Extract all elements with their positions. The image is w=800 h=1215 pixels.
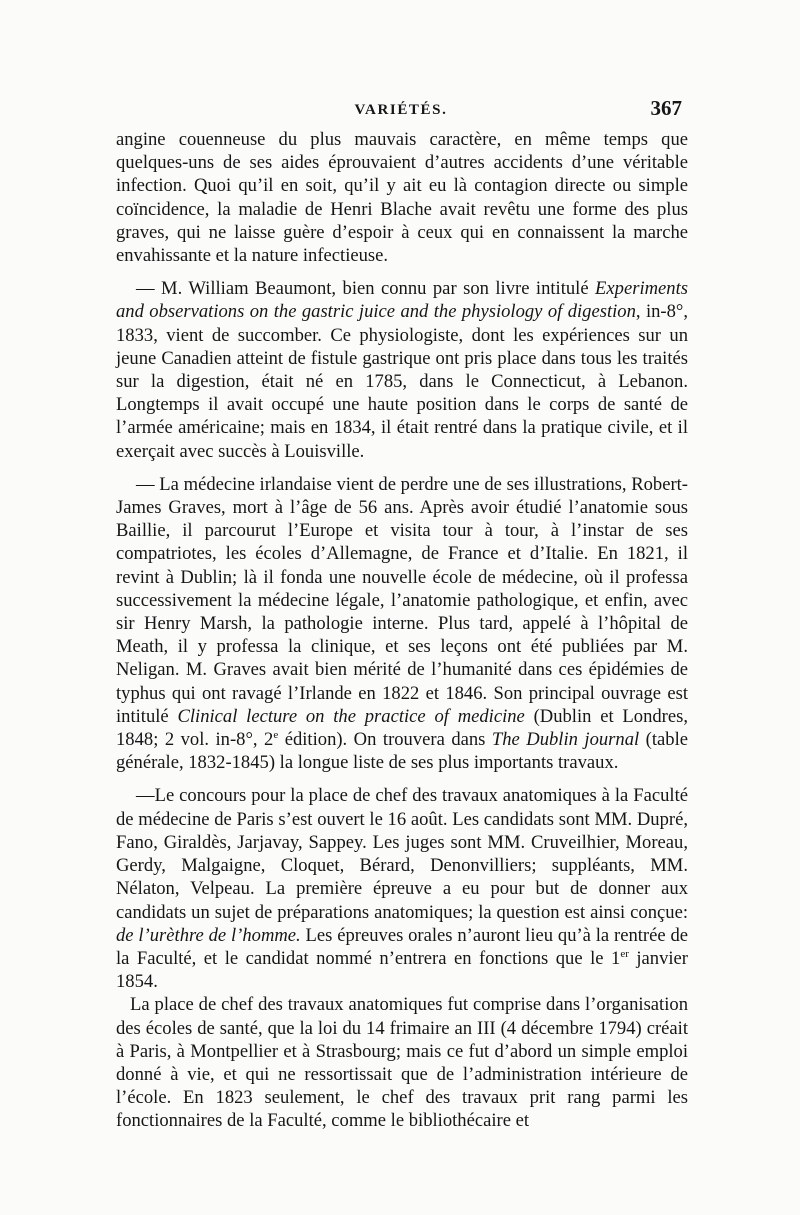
running-head: VARIÉTÉS. [354, 102, 448, 118]
text-segment: (Dublin et Londres, 1848; 2 vol. in-8°, 2 [116, 705, 688, 751]
journal-title: The Dublin journal [491, 729, 640, 751]
book-title: Experiments and observations on the gastric juice and the physiology of digestion [116, 278, 688, 323]
text-segment: janvier 1854. [116, 947, 688, 993]
text-segment: — La médecine irlandaise vient de perdre une de ses illustrations, Robert-James Graves, mort à l’âge de 56 ans. Après avoir étudié l’anatomie sous Baillie, il parcourut l’Europe et visita tour à tour, à l’instar de ses compatriotes, les écoles d’Allemagne, de France et d’Italie. En 1821, il revint à Dublin; là il fonda une nouvelle école de médecine, où il professa successivement la médecine légale, l’anatomie pathologique, et enfin, avec sir Henry Marsh, la pathologie interne. Plus tard, appelé à l’hôpital de Meath, il y professa la clinique, et ses leçons ont été publiées par M. Neligan. M. Graves avait bien mérité de l’humanité dans ces épidémies de typhus qui ont ravagé l’Irlande en 1822 et 1846. Son principal ouvrage est intitulé [116, 473, 688, 727]
page-number: 367 [650, 96, 682, 120]
text-segment: —Le concours pour la place de chef des travaux anatomiques à la Faculté de médecine de Paris s’est ouvert le 16 août. Les candidats sont MM. Dupré, Fano, Giraldès, Jarjavay, Sappey. Les juges sont MM. Cruveilhier, Moreau, Gerdy, Malgaigne, Cloquet, Bérard, Denonvilliers; suppléants, MM. Nélaton, Velpeau. La première épreuve a eu pour but de donner aux candidats un sujet de préparations anatomiques; la question est ainsi conçue: [116, 785, 688, 923]
paragraph-graves [116, 473, 688, 775]
book-title: Clinical lecture on the practice of medicine [177, 705, 525, 727]
text-segment: édition). On trouvera dans [278, 729, 492, 751]
text-segment: Les épreuves orales n’auront lieu qu’à la rentrée de la Faculté, et le candidat nommé n’entrera en fonctions que le 1 [116, 924, 688, 969]
text-segment: (table générale, 1832-1845) la longue liste de ses plus importants travaux. [116, 729, 688, 774]
paragraph-concours [116, 784, 688, 993]
text-segment: — M. William Beaumont, bien connu par son livre intitulé [136, 278, 596, 300]
paragraph-chef-travaux: La place de chef des travaux anatomiques fut comprise dans l’organisation des écoles de santé, que la loi du 14 frimaire an III (4 décembre 1794) créait à Paris, à Montpellier et à Strasbourg; mais ce fut d’abord un simple emploi donné à vie, et qui ne ressortissait que de l’administration intérieure de l’école. En 1823 seulement, le chef des travaux prit rang parmi les fonctionnaires de la Faculté, comme le bibliothécaire et [116, 994, 688, 1132]
text-segment: , in-8°, 1833, vient de succomber. Ce physiologiste, dont les expériences sur un jeune Canadien atteint de fistule gastrique ont pris place dans tous les traités sur la digestion, était né en 1785, dans le Connecticut, à Lebanon. Longtemps il avait occupé une haute position dans le corps de santé de l’armée américaine; mais en 1834, il était rentré dans la pratique civile, et il exerçait avec succès à Louisville. [116, 301, 688, 462]
page-header [118, 96, 684, 124]
paragraph-beaumont [116, 277, 688, 463]
body-text [116, 128, 688, 1133]
superscript: e [273, 729, 279, 742]
exam-question: de l’urèthre de l’homme. [116, 924, 301, 946]
superscript: er [620, 947, 629, 960]
paragraph-contagion: angine couenneuse du plus mauvais caractère, en même temps que quelques-uns de ses aides éprouvaient d’autres accidents d’une véritable infection. Quoi qu’il en soit, qu’il y ait eu là contagion directe ou simple coïncidence, la maladie de Henri Blache avait revêtu une forme des plus graves, qui ne laisse guère d’espoir à ceux qui en connaissent la marche envahissante et la nature infectieuse. [116, 129, 688, 267]
